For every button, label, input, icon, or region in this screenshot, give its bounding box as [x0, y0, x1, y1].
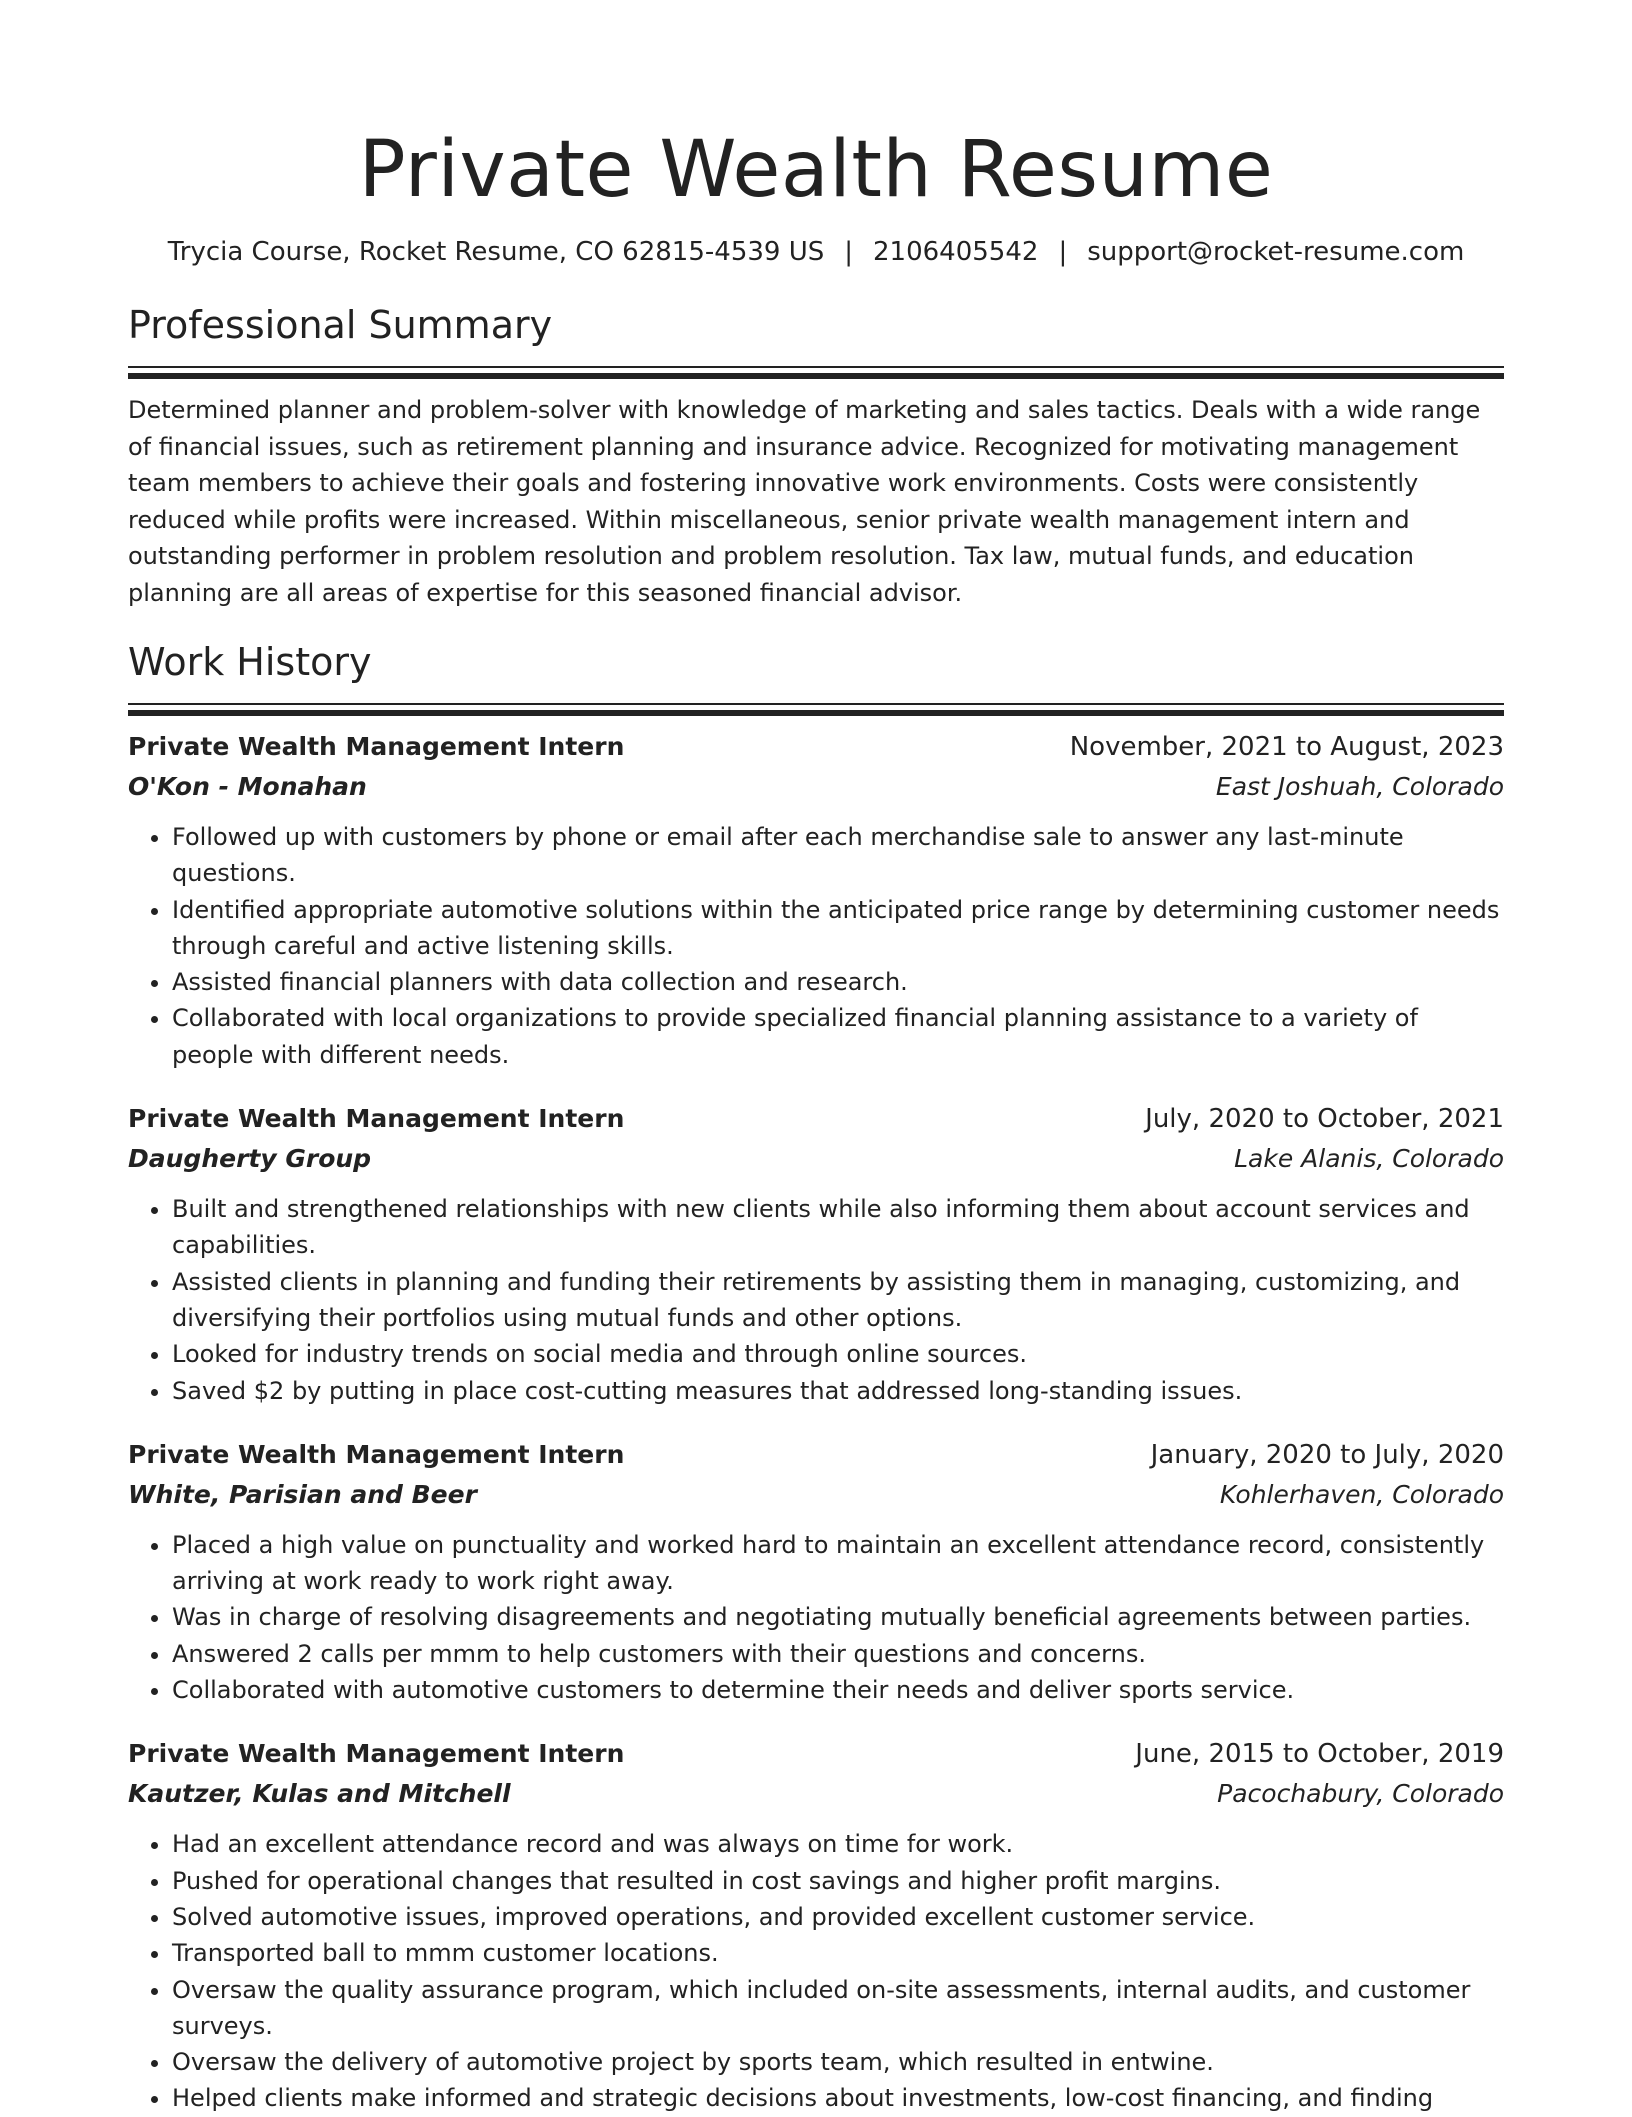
job-entry [128, 1435, 1504, 1708]
job-entry [128, 1734, 1504, 2116]
contact-email: support@rocket-resume.com [1087, 237, 1465, 267]
job-dates: July, 2020 to October, 2021 [1145, 1104, 1504, 1135]
job-entry [128, 727, 1504, 1073]
section-heading-work-history: Work History [128, 640, 372, 684]
job-bullet: • Oversaw the delivery of automotive project by sports team, which resulted in entwine. [172, 2044, 1504, 2080]
job-header-row [128, 1099, 1504, 1139]
job-bullet: • Pushed for operational changes that resulted in cost savings and higher profit margins. [172, 1863, 1504, 1899]
job-company: Kautzer, Kulas and Mitchell [128, 1779, 511, 1809]
work-history-section [128, 637, 1504, 2117]
job-company-row [128, 1475, 1504, 1515]
job-company: White, Parisian and Beer [128, 1479, 477, 1509]
job-bullet: • Collaborated with local organizations to provide specialized financial planning assistance to a variety of people with different needs. [172, 1000, 1504, 1073]
job-location: Lake Alanis, Colorado [1234, 1144, 1504, 1174]
contact-phone: 2106405542 [873, 237, 1039, 267]
job-bullet: • Answered 2 calls per mmm to help customers with their questions and concerns. [172, 1636, 1504, 1672]
contact-separator: | [1058, 237, 1068, 267]
contact-address: Trycia Course, Rocket Resume, CO 62815-4539 US [167, 237, 825, 267]
job-bullet: • Assisted clients in planning and funding their retirements by assisting them in managing, customizing, and diversifying their portfolios using mutual funds and other options. [172, 1264, 1504, 1337]
job-bullet: • Oversaw the quality assurance program, which included on-site assessments, internal audits, and customer surveys. [172, 1972, 1504, 2045]
section-divider [128, 366, 1504, 378]
job-dates: January, 2020 to July, 2020 [1150, 1439, 1504, 1470]
job-bullet: • Built and strengthened relationships with new clients while also informing them about account services and capabilities. [172, 1191, 1504, 1264]
job-bullet-list [128, 819, 1504, 1073]
job-bullet: • Had an excellent attendance record and was always on time for work. [172, 1826, 1504, 1862]
resume-title: Private Wealth Resume [358, 125, 1274, 215]
job-bullet-list [128, 1191, 1504, 1409]
job-bullet-list [128, 1527, 1504, 1708]
job-location: Kohlerhaven, Colorado [1219, 1479, 1504, 1509]
job-bullet: • Placed a high value on punctuality and worked hard to maintain an excellent attendance record, consistently arriving at work ready to work right away. [172, 1527, 1504, 1600]
job-company-row [128, 767, 1504, 807]
job-title: Private Wealth Management Intern [128, 1439, 625, 1469]
section-divider [128, 703, 1504, 715]
job-bullet: • Was in charge of resolving disagreements and negotiating mutually beneficial agreements between parties. [172, 1599, 1504, 1635]
job-bullet: • Identified appropriate automotive solutions within the anticipated price range by determining customer needs through careful and active listening skills. [172, 892, 1504, 965]
job-company-row [128, 1139, 1504, 1179]
job-bullet: • Helped clients make informed and strategic decisions about investments, low-cost financing, and finding [172, 2080, 1504, 2116]
job-header-row [128, 1435, 1504, 1475]
contact-line [128, 234, 1504, 270]
job-bullet: • Collaborated with automotive customers to determine their needs and deliver sports service. [172, 1672, 1504, 1708]
job-title: Private Wealth Management Intern [128, 1739, 625, 1769]
section-heading-summary: Professional Summary [128, 303, 553, 347]
job-dates: June, 2015 to October, 2019 [1135, 1739, 1504, 1770]
job-title: Private Wealth Management Intern [128, 732, 625, 761]
contact-separator: | [844, 237, 854, 267]
summary-section [128, 300, 1504, 611]
job-bullet: • Followed up with customers by phone or email after each merchandise sale to answer any last-minute questions. [172, 819, 1504, 892]
job-header-row [128, 1734, 1504, 1774]
job-title: Private Wealth Management Intern [128, 1104, 625, 1134]
job-bullet: • Transported ball to mmm customer locations. [172, 1935, 1504, 1971]
job-company: O'Kon - Monahan [128, 772, 367, 801]
job-bullet-list [128, 1826, 1504, 2116]
job-bullet: • Assisted financial planners with data collection and research. [172, 964, 1504, 1000]
job-dates: November, 2021 to August, 2023 [1069, 732, 1504, 762]
job-bullet: • Looked for industry trends on social media and through online sources. [172, 1336, 1504, 1372]
job-location: Pacochabury, Colorado [1217, 1779, 1504, 1809]
job-company: Daugherty Group [128, 1144, 372, 1174]
job-header-row [128, 727, 1504, 767]
job-bullet: • Saved $2 by putting in place cost-cutting measures that addressed long-standing issues. [172, 1373, 1504, 1409]
job-bullet: • Solved automotive issues, improved operations, and provided excellent customer service. [172, 1899, 1504, 1935]
job-location: East Joshuah, Colorado [1215, 772, 1504, 801]
summary-text: Determined planner and problem-solver with knowledge of marketing and sales tactics. Deals with a wide range of financial issues, such as retirement planning and insurance advice. Recognized for motivating management team members to achieve their goals and fostering innovative work environments. Costs were consistently reduced while profits were increased. Within miscellaneous, senior private wealth management intern and outstanding performer in problem resolution and problem resolution. Tax law, mutual funds, and education planning are all areas of expertise for this seasoned financial advisor. [128, 396, 1481, 607]
job-company-row [128, 1774, 1504, 1814]
resume-page [128, 0, 1504, 2117]
job-entry [128, 1099, 1504, 1409]
